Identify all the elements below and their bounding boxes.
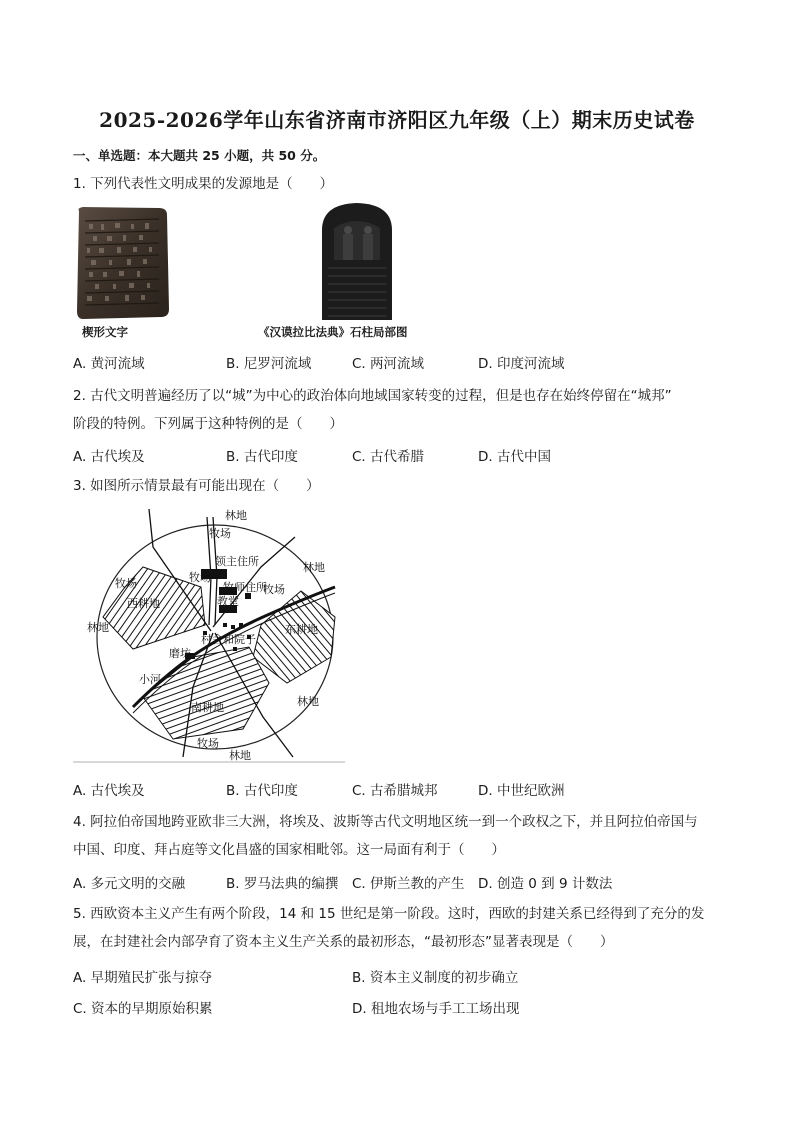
question-1-options xyxy=(73,352,723,374)
question-5-options-row2 xyxy=(73,997,723,1019)
exam-title: 2025-2026学年山东省济南市济阳区九年级（上）期末历史试卷 xyxy=(99,108,695,132)
map-label-forest-right2: 林地 xyxy=(297,695,319,708)
map-label-pasture-right: 牧场 xyxy=(263,583,285,596)
option-d[interactable]: D. 租地农场与手工工场出现 xyxy=(352,1001,520,1017)
option-a[interactable]: A. 古代埃及 xyxy=(73,783,145,799)
question-4-stem-line2: 中国、印度、拜占庭等文化昌盛的国家相毗邻。这一局面有利于（ ） xyxy=(73,842,505,858)
option-b[interactable]: B. 罗马法典的编撰 xyxy=(226,876,339,892)
map-label-forest-left: 林地 xyxy=(87,621,109,634)
cuneiform-caption: 楔形文字 xyxy=(82,325,128,339)
option-c[interactable]: C. 古希腊城邦 xyxy=(352,783,438,799)
map-label-river: 小河 xyxy=(139,673,161,686)
option-a[interactable]: A. 黄河流域 xyxy=(73,356,145,372)
question-2-stem-line2: 阶段的特例。下列属于这种特例的是（ ） xyxy=(73,416,343,432)
map-label-pasture-left: 牧场 xyxy=(115,577,137,590)
question-3-options xyxy=(73,779,723,801)
question-1-stem: 1. 下列代表性文明成果的发源地是（ ） xyxy=(73,176,334,192)
option-b[interactable]: B. 尼罗河流域 xyxy=(226,356,312,372)
option-c[interactable]: C. 伊斯兰教的产生 xyxy=(352,876,465,892)
map-label-pasture-bottom: 牧场 xyxy=(197,737,219,750)
map-label-lord-house: 领主住所 xyxy=(215,555,259,568)
map-label-priest-house: 牧师住所 xyxy=(223,581,267,594)
option-a[interactable]: A. 多元文明的交融 xyxy=(73,876,186,892)
option-c[interactable]: C. 两河流域 xyxy=(352,356,425,372)
question-5-stem-line2: 展，在封建社会内部孕育了资本主义生产关系的最初形态，“最初形态”显著表现是（ ） xyxy=(73,934,614,950)
cuneiform-tablet-image xyxy=(73,205,173,325)
question-2-options xyxy=(73,445,723,467)
question-5-options-row1 xyxy=(73,966,723,988)
map-label-forest-right: 林地 xyxy=(303,561,325,574)
map-label-east-field: 东耕地 xyxy=(285,623,318,636)
manor-map xyxy=(73,507,345,765)
option-b[interactable]: B. 资本主义制度的初步确立 xyxy=(352,970,519,986)
option-d[interactable]: D. 创造 0 到 9 计数法 xyxy=(478,876,613,892)
option-a[interactable]: A. 早期殖民扩张与掠夺 xyxy=(73,970,213,986)
map-label-forest-top: 林地 xyxy=(225,509,247,522)
stele-caption: 《汉谟拉比法典》石柱局部图 xyxy=(258,325,408,339)
question-2-stem-line1: 2. 古代文明普遍经历了以“城”为中心的政治体向地域国家转变的过程，但是也存在始终停留在“城邦” xyxy=(73,388,672,404)
question-3-stem: 3. 如图所示情景最有可能出现在（ ） xyxy=(73,478,320,494)
option-d[interactable]: D. 古代中国 xyxy=(478,449,551,465)
map-label-forest-bottom: 林地 xyxy=(229,749,251,762)
map-label-pasture-mid: 牧场 xyxy=(189,571,211,584)
map-label-mill: 磨坊 xyxy=(169,647,191,660)
question-4-options xyxy=(73,872,723,894)
option-c[interactable]: C. 资本的早期原始积累 xyxy=(73,1001,213,1017)
hammurabi-stele-image xyxy=(312,200,402,320)
section-heading: 一、单选题：本大题共 25 小题，共 50 分。 xyxy=(73,148,326,163)
option-d[interactable]: D. 中世纪欧洲 xyxy=(478,783,565,799)
map-label-village: 村舍和院子 xyxy=(201,633,256,646)
map-label-south-field: 南耕地 xyxy=(191,701,224,714)
option-d[interactable]: D. 印度河流域 xyxy=(478,356,565,372)
option-b[interactable]: B. 古代印度 xyxy=(226,783,298,799)
option-c[interactable]: C. 古代希腊 xyxy=(352,449,425,465)
option-a[interactable]: A. 古代埃及 xyxy=(73,449,145,465)
map-label-pasture-top: 牧场 xyxy=(209,527,231,540)
question-4-stem-line1: 4. 阿拉伯帝国地跨亚欧非三大洲，将埃及、波斯等古代文明地区统一到一个政权之下，并且阿拉伯帝国与 xyxy=(73,814,698,830)
map-label-church: 教堂 xyxy=(217,595,239,608)
question-5-stem-line1: 5. 西欧资本主义产生有两个阶段，14 和 15 世纪是第一阶段。这时，西欧的封建关系已经得到了充分的发 xyxy=(73,906,705,922)
option-b[interactable]: B. 古代印度 xyxy=(226,449,298,465)
map-label-west-field: 西耕地 xyxy=(127,597,160,610)
